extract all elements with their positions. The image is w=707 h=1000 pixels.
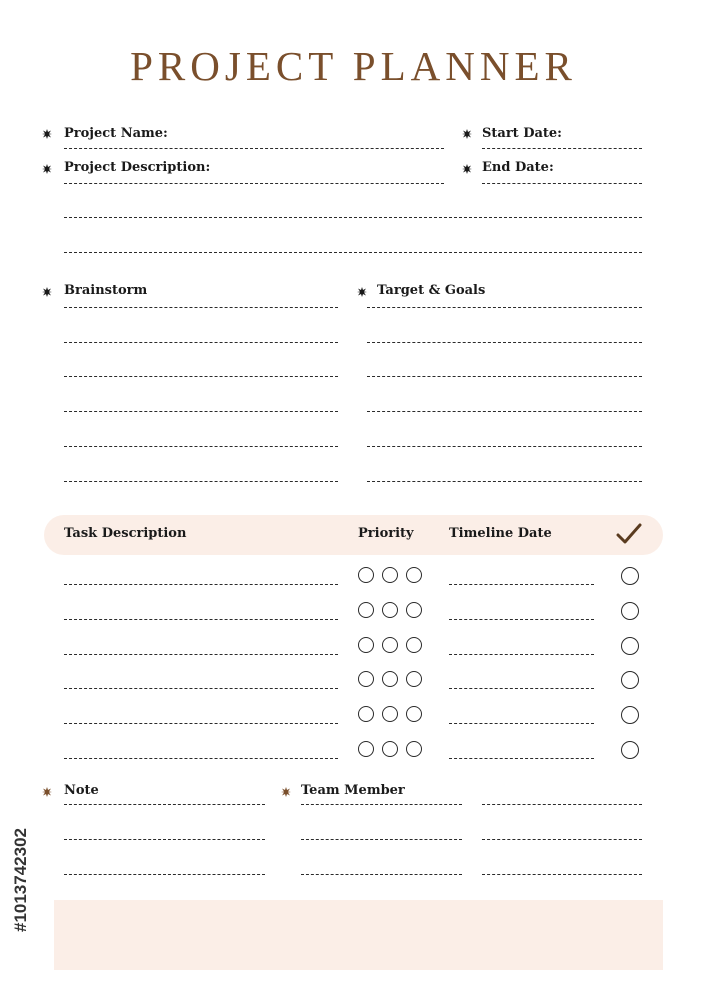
- star-bullet-icon: [357, 287, 367, 297]
- done-checkbox[interactable]: [621, 741, 639, 759]
- star-bullet-icon: [462, 164, 472, 174]
- done-checkbox[interactable]: [621, 637, 639, 655]
- priority-circle[interactable]: [358, 706, 374, 722]
- timeline-date-field[interactable]: [449, 584, 594, 585]
- priority-circle[interactable]: [382, 637, 398, 653]
- timeline-date-field[interactable]: [449, 758, 594, 759]
- priority-circle[interactable]: [358, 741, 374, 757]
- task-description-field[interactable]: [64, 723, 338, 724]
- timeline-date-header: Timeline Date: [449, 526, 552, 541]
- note-label: Note: [64, 783, 99, 798]
- priority-circle[interactable]: [358, 602, 374, 618]
- target-goals-line[interactable]: [367, 411, 642, 412]
- task-description-field[interactable]: [64, 584, 338, 585]
- priority-circle[interactable]: [406, 671, 422, 687]
- brainstorm-line[interactable]: [64, 446, 338, 447]
- start-date-label: Start Date:: [482, 126, 562, 141]
- star-bullet-icon: [281, 787, 291, 797]
- note-line[interactable]: [64, 804, 265, 805]
- project-description-label: Project Description:: [64, 160, 211, 175]
- priority-circle[interactable]: [382, 741, 398, 757]
- priority-circle[interactable]: [406, 567, 422, 583]
- priority-circle[interactable]: [358, 567, 374, 583]
- brainstorm-label: Brainstorm: [64, 283, 148, 298]
- team-member-line[interactable]: [482, 874, 642, 875]
- task-description-field[interactable]: [64, 758, 338, 759]
- star-bullet-icon: [42, 287, 52, 297]
- end-date-label: End Date:: [482, 160, 554, 175]
- target-goals-line[interactable]: [367, 342, 642, 343]
- priority-circle[interactable]: [382, 706, 398, 722]
- star-bullet-icon: [42, 129, 52, 139]
- priority-header: Priority: [358, 526, 414, 541]
- task-description-field[interactable]: [64, 654, 338, 655]
- note-line[interactable]: [64, 874, 265, 875]
- star-bullet-icon: [462, 129, 472, 139]
- stock-id-text: #1013742302: [11, 827, 30, 933]
- priority-circle[interactable]: [406, 637, 422, 653]
- priority-circle[interactable]: [406, 741, 422, 757]
- project-description-line[interactable]: [64, 217, 642, 218]
- done-checkbox[interactable]: [621, 602, 639, 620]
- note-line[interactable]: [64, 839, 265, 840]
- project-description-field[interactable]: [64, 183, 444, 184]
- done-checkbox[interactable]: [621, 671, 639, 689]
- timeline-date-field[interactable]: [449, 654, 594, 655]
- priority-circle[interactable]: [382, 602, 398, 618]
- team-member-line[interactable]: [301, 874, 462, 875]
- target-goals-label: Target & Goals: [377, 283, 486, 298]
- project-name-label: Project Name:: [64, 126, 168, 141]
- page-title: PROJECT PLANNER: [130, 43, 577, 89]
- team-member-line[interactable]: [482, 804, 642, 805]
- timeline-date-field[interactable]: [449, 619, 594, 620]
- priority-circle[interactable]: [382, 567, 398, 583]
- priority-circle[interactable]: [382, 671, 398, 687]
- team-member-label: Team Member: [301, 783, 405, 798]
- project-description-line[interactable]: [64, 252, 642, 253]
- target-goals-line[interactable]: [367, 481, 642, 482]
- checkmark-icon: [616, 522, 642, 546]
- priority-circle[interactable]: [406, 706, 422, 722]
- target-goals-line[interactable]: [367, 376, 642, 377]
- task-description-field[interactable]: [64, 688, 338, 689]
- team-member-line[interactable]: [482, 839, 642, 840]
- task-description-field[interactable]: [64, 619, 338, 620]
- project-name-field[interactable]: [64, 148, 444, 149]
- brainstorm-line[interactable]: [64, 376, 338, 377]
- star-bullet-icon: [42, 787, 52, 797]
- task-description-header: Task Description: [64, 526, 187, 541]
- target-goals-line[interactable]: [367, 446, 642, 447]
- star-bullet-icon: [42, 164, 52, 174]
- timeline-date-field[interactable]: [449, 723, 594, 724]
- brainstorm-line[interactable]: [64, 481, 338, 482]
- notes-box[interactable]: [54, 900, 663, 970]
- brainstorm-line[interactable]: [64, 307, 338, 308]
- timeline-date-field[interactable]: [449, 688, 594, 689]
- done-checkbox[interactable]: [621, 706, 639, 724]
- team-member-line[interactable]: [301, 839, 462, 840]
- priority-circle[interactable]: [358, 671, 374, 687]
- stock-id-watermark: [6, 760, 36, 1000]
- brainstorm-line[interactable]: [64, 342, 338, 343]
- start-date-field[interactable]: [482, 148, 642, 149]
- priority-circle[interactable]: [406, 602, 422, 618]
- team-member-line[interactable]: [301, 804, 462, 805]
- end-date-field[interactable]: [482, 183, 642, 184]
- target-goals-line[interactable]: [367, 307, 642, 308]
- priority-circle[interactable]: [358, 637, 374, 653]
- brainstorm-line[interactable]: [64, 411, 338, 412]
- done-checkbox[interactable]: [621, 567, 639, 585]
